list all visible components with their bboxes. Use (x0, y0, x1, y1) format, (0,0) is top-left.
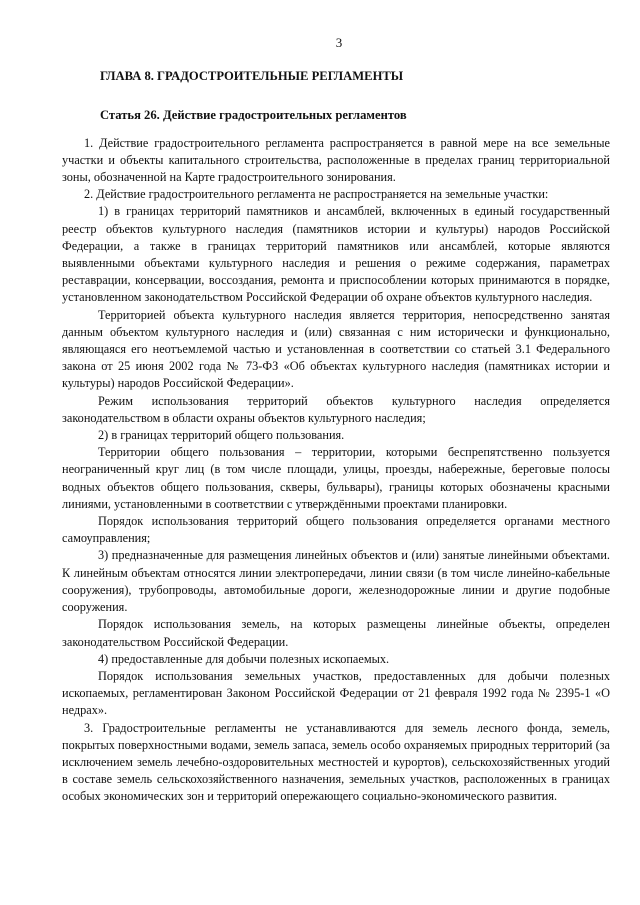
paragraph-4: Территорией объекта культурного наследия является территория, непосредственно занятая данным объектом культурного наследия и (или) связанная с ним исторически и функционально, являющаяся его неотъемлемой частью и установленная в соответствии со статьей 3.1 Федерального закона от 25 июня 2002 года № 73-ФЗ «Об объектах культурного наследия (памятниках истории и культуры) народов Российской Федерации». (62, 307, 610, 391)
chapter-title: ГЛАВА 8. ГРАДОСТРОИТЕЛЬНЫЕ РЕГЛАМЕНТЫ (100, 69, 404, 84)
paragraph-6: 2) в границах территорий общего пользования. (98, 428, 345, 443)
paragraph-12: Порядок использования земельных участков, предоставленных для добычи полезных ископаемых, регламентирован Законом Российской Федерации от 21 февраля 1992 года № 2395-1 «О недрах». (62, 668, 610, 718)
paragraph-2: 2. Действие градостроительного регламента не распространяется на земельные участки: (84, 187, 549, 202)
paragraph-8: Порядок использования территорий общего пользования определяется органами местного самоуправления; (62, 514, 610, 546)
article-title: Статья 26. Действие градостроительных регламентов (100, 108, 407, 123)
paragraph-11: 4) предоставленные для добычи полезных ископаемых. (98, 651, 390, 666)
page-number: 3 (335, 35, 343, 50)
paragraph-9: 3) предназначенные для размещения линейных объектов и (или) занятые линейными объектами. К линейным объектам относятся линии электропередачи, линии связи (в том числе линейно-кабельные сооружения), трубопроводы, автомобильные дороги, железнодорожные линии и другие подобные сооружения. (62, 548, 610, 615)
paragraph-5: Режим использования территорий объектов культурного наследия определяется законодательством в области охраны объектов культурного наследия; (62, 393, 610, 425)
paragraph-3: 1) в границах территорий памятников и ансамблей, включенных в единый государственный реестр объектов культурного наследия (памятников истории и культуры) народов Российской Федерации, а также в границах территорий памятников или ансамблей, которые являются выявленными объектами культурного наследия и решения о режиме содержания, параметрах реставрации, консервации, воссоздания, ремонта и приспособлении которых принимаются в порядке, установленном законодательством Российской Федерации об охране объектов культурного наследия. (62, 204, 610, 305)
paragraph-7: Территории общего пользования – территории, которыми беспрепятственно пользуется неограниченный круг лиц (в том числе площади, улицы, проезды, набережные, береговые полосы водных объектов общего пользования, скверы, бульвары), границы которых обозначены красными линиями, установленными в соответствии с утверждёнными проектами планировки. (62, 445, 610, 511)
paragraph-13: 3. Градостроительные регламенты не устанавливаются для земель лесного фонда, земель, покрытых поверхностными водами, земель запаса, земель особо охраняемых природных территорий (за исключением земель лечебно-оздоровительных местностей и курортов), сельскохозяйственных угодий в составе земель сельскохозяйственного назначения, земельных участков, расположенных в границах особых экономических зон и территорий опережающего социально-экономического развития. (62, 720, 610, 804)
paragraph-1: 1. Действие градостроительного регламента распространяется в равной мере на все земельные участки и объекты капитального строительства, расположенные в пределах границ территориальной зоны, обозначенной на Карте градостроительного зонирования. (62, 135, 610, 185)
paragraph-10: Порядок использования земель, на которых размещены линейные объекты, определен законодательством Российской Федерации. (62, 617, 610, 649)
